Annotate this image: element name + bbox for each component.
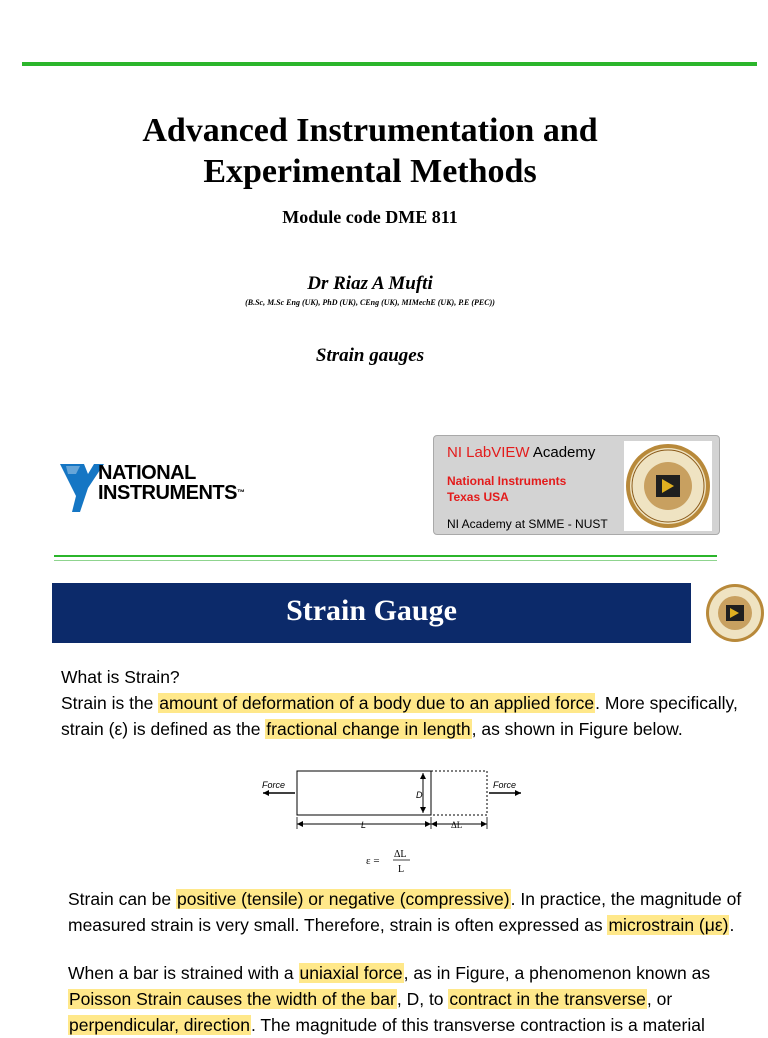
slide-title: Strain Gauge	[286, 594, 457, 627]
width-label: D	[416, 790, 423, 800]
delta-length-label: ΔL	[451, 820, 463, 830]
strain-definition-paragraph: What is Strain? Strain is the amount of deformation of a body due to an applied force. More specifically, strain (ε) is defined as the fractional change in length, as shown in Figure below.	[61, 664, 751, 742]
formula-denominator: L	[398, 864, 405, 875]
ni-academy-organization: National Instruments Texas USA	[447, 474, 567, 504]
ni-academy-footer: NI Academy at SMME - NUST	[447, 517, 608, 531]
highlight: microstrain (με)	[608, 915, 729, 935]
highlight: Poisson Strain causes the width of the bar	[69, 989, 396, 1009]
strain-bar-figure	[255, 765, 530, 830]
ni-academy-title: NI LabVIEW Academy	[447, 444, 596, 461]
highlight: contract in the transverse	[449, 989, 646, 1009]
seal-frame	[624, 441, 712, 531]
length-label: L	[361, 820, 367, 830]
highlight: positive (tensile) or negative (compressive)	[176, 889, 510, 909]
formula-numerator: ΔL	[394, 849, 407, 860]
section-divider-thin	[54, 560, 717, 561]
top-green-rule	[22, 62, 757, 66]
question-heading: What is Strain?	[61, 667, 180, 687]
force-right-label: Force	[493, 780, 517, 790]
lecture-topic: Strain gauges	[315, 345, 425, 366]
module-code: Module code DME 811	[282, 207, 458, 227]
strain-formula	[360, 846, 420, 876]
poisson-strain-paragraph: When a bar is strained with a uniaxial force, as in Figure, a phenomenon known as Poisson Strain causes the width of the bar, D, to contract in the transverse, or perpendicular, direction. The magnitude of this transverse contraction is a material	[68, 963, 711, 1035]
highlight: amount of deformation of a body due to an applied force	[159, 693, 595, 713]
force-left-label: Force	[262, 780, 286, 790]
ni-logo-wordmark: NATIONAL INSTRUMENTS™	[98, 462, 245, 504]
highlight: fractional change in length	[266, 719, 471, 739]
highlight: uniaxial force	[299, 963, 403, 983]
academy-seal-small-icon	[705, 583, 765, 643]
author-name: Dr Riaz A Mufti	[307, 273, 433, 294]
section-divider	[54, 555, 717, 557]
author-credentials: (B.Sc, M.Sc Eng (UK), PhD (UK), CEng (UK), MIMechE (UK), P.E (PEC))	[245, 298, 495, 307]
course-title: Advanced Instrumentation and Experimental Methods	[142, 112, 598, 190]
strain-sign-paragraph: Strain can be positive (tensile) or negative (compressive). In practice, the magnitude of measured strain is very small. Therefore, strain is often expressed as microstrain (με).	[68, 889, 742, 935]
highlight: perpendicular, direction	[69, 1015, 250, 1035]
academy-seal-icon	[624, 441, 712, 531]
formula-lhs: ε =	[366, 855, 380, 867]
